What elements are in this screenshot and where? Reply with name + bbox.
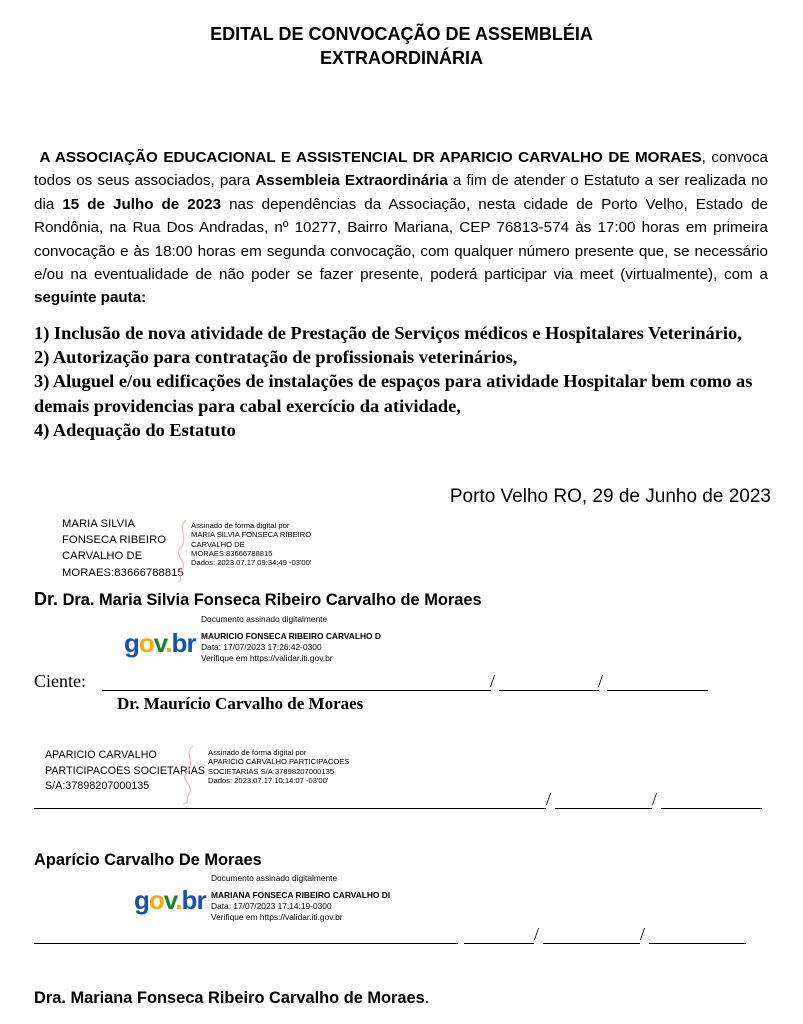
sig-detail-line: Assinado de forma digital por [191, 521, 290, 530]
signer-prefix: Dr. [34, 589, 59, 609]
date-line [555, 808, 652, 809]
date-separator: / [546, 789, 552, 809]
sig-name-line: FONSECA RIBEIRO [62, 534, 167, 547]
date-separator: / [640, 924, 646, 944]
govbr-signer: MARIANA FONSECA RIBEIRO CARVALHO DI [211, 890, 391, 900]
agenda-item: 2) Autorização para contratação de profissionais veterinários, [34, 347, 518, 368]
date-line [543, 943, 640, 944]
signer-full-name: Dra. Maria Silvia Fonseca Ribeiro Carvalho de Moraes [58, 591, 482, 609]
date-separator: / [598, 671, 604, 691]
sig-detail-line: CARVALHO DE [191, 539, 245, 549]
sig-detail-line: SOCIETARIAS S/A:37898207000135 [208, 766, 335, 776]
association-name: A ASSOCIAÇÃO EDUCACIONAL E ASSISTENCIAL DR APARICIO CARVALHO DE MORAES [39, 149, 702, 166]
agenda-item: 3) Aluguel e/ou edificações de instalações de espaços para atividade Hospitalar bem como as demais providencias para cabal exercício da atividade, [34, 371, 753, 416]
signer-full-name: Dra. Mariana Fonseca Ribeiro Carvalho de Moraes [34, 989, 425, 1007]
date-line [649, 943, 746, 944]
date-separator: / [534, 924, 540, 944]
intro-paragraph [34, 146, 768, 310]
signature-line [102, 690, 491, 691]
place-date: Porto Velho RO, 29 de Junho de 2023 [449, 486, 771, 507]
assembly-date: 15 de Julho de 2023 [62, 195, 222, 213]
govbr-header: Documento assinado digitalmente [211, 873, 338, 883]
agenda-item: 4) Adequação do Estatuto [34, 419, 236, 440]
document-title [0, 22, 803, 70]
govbr-header: Documento assinado digitalmente [201, 614, 328, 624]
ciente-signer-name: Dr. Maurício Carvalho de Moraes [117, 694, 364, 713]
sig-name-line: CARVALHO DE [62, 550, 143, 563]
digital-signature-details [191, 521, 311, 567]
signature-line [34, 943, 458, 944]
date-line [607, 690, 708, 691]
date-separator: / [490, 671, 496, 691]
govbr-verify: Verifique em https://validar.iti.gov.br [201, 653, 333, 663]
intro-text-2: a fim de atender o Estatuto a ser realizada no dia [34, 172, 768, 213]
sig-detail-line: Dados: 2023.07.17 10:14:07 -03'00' [208, 775, 329, 785]
govbr-date: Data: 17/07/2023 17:14:19-0300 [211, 901, 332, 911]
date-line [464, 943, 534, 944]
intro-text-3: nas dependências da Associação, nesta cidade de Porto Velho, Estado de Rondônia, na Rua Dos Andradas, nº 10277, Bairro Mariana, CEP 76813-574 às 17:00 horas em primeira convocação e às 18:00 horas em segunda convocação, com qualquer número presente que, se necessário e/ou na eventualidade de não poder se fazer presente, poderá participar via meet (virtualmente), com a [34, 195, 768, 284]
signer-name [34, 988, 429, 1008]
signature-swirl-icon [177, 744, 201, 806]
date-separator: / [652, 789, 658, 809]
ciente-label: Ciente: [34, 671, 86, 691]
sig-detail-line: Dados: 2023.07.17 09:34:49 -03'00' [191, 558, 312, 568]
signer-name [34, 589, 482, 610]
sig-name-line: S/A:37898207000135 [45, 780, 150, 792]
govbr-date: Data: 17/07/2023 17:26:42-0300 [201, 642, 322, 652]
agenda-item: 1) Inclusão de nova atividade de Prestação de Serviços médicos e Hospitalares Veterinário, [34, 323, 742, 343]
sig-name-line: PARTICIPACOES SOCIETARIAS [45, 764, 206, 777]
date-line [499, 690, 599, 691]
govbr-details [211, 889, 407, 923]
digital-signature-name [62, 516, 184, 581]
sig-detail-line: Assinado de forma digital por [208, 748, 307, 757]
signature-line [34, 808, 546, 809]
date-line [661, 808, 762, 809]
govbr-logo: gov.br [134, 885, 206, 915]
signer-end-mark: . [424, 989, 430, 1007]
govbr-verify: Verifique em https://validar.iti.gov.br [211, 912, 343, 922]
sig-name-line: MORAES:83666788815 [62, 566, 184, 579]
govbr-logo: gov.br [124, 628, 196, 658]
agenda-intro: seguinte pauta: [34, 289, 147, 307]
govbr-details [201, 630, 397, 664]
sig-detail-line: APARICIO CARVALHO PARTICIPACOES [208, 757, 350, 767]
digital-signature-details [208, 748, 349, 785]
govbr-signer: MAURICIO FONSECA RIBEIRO CARVALHO D [201, 631, 381, 641]
signer-name: Aparício Carvalho De Moraes [34, 851, 262, 869]
sig-detail-line: MARIA SILVIA FONSECA RIBEIRO [191, 530, 312, 540]
title-line-1: EDITAL DE CONVOCAÇÃO DE ASSEMBLÉIA [210, 24, 593, 44]
agenda-list [34, 321, 774, 442]
sig-detail-line: MORAES:83666788815 [191, 548, 273, 558]
assembly-type: Assembleia Extraordinária [255, 172, 448, 190]
sig-name-line: APARICIO CARVALHO [45, 749, 157, 761]
intro-text-1: , convoca todos os seus associados, para [34, 149, 768, 190]
title-line-2: EXTRAORDINÁRIA [319, 48, 483, 68]
sig-name-line: MARIA SILVIA [62, 518, 136, 530]
